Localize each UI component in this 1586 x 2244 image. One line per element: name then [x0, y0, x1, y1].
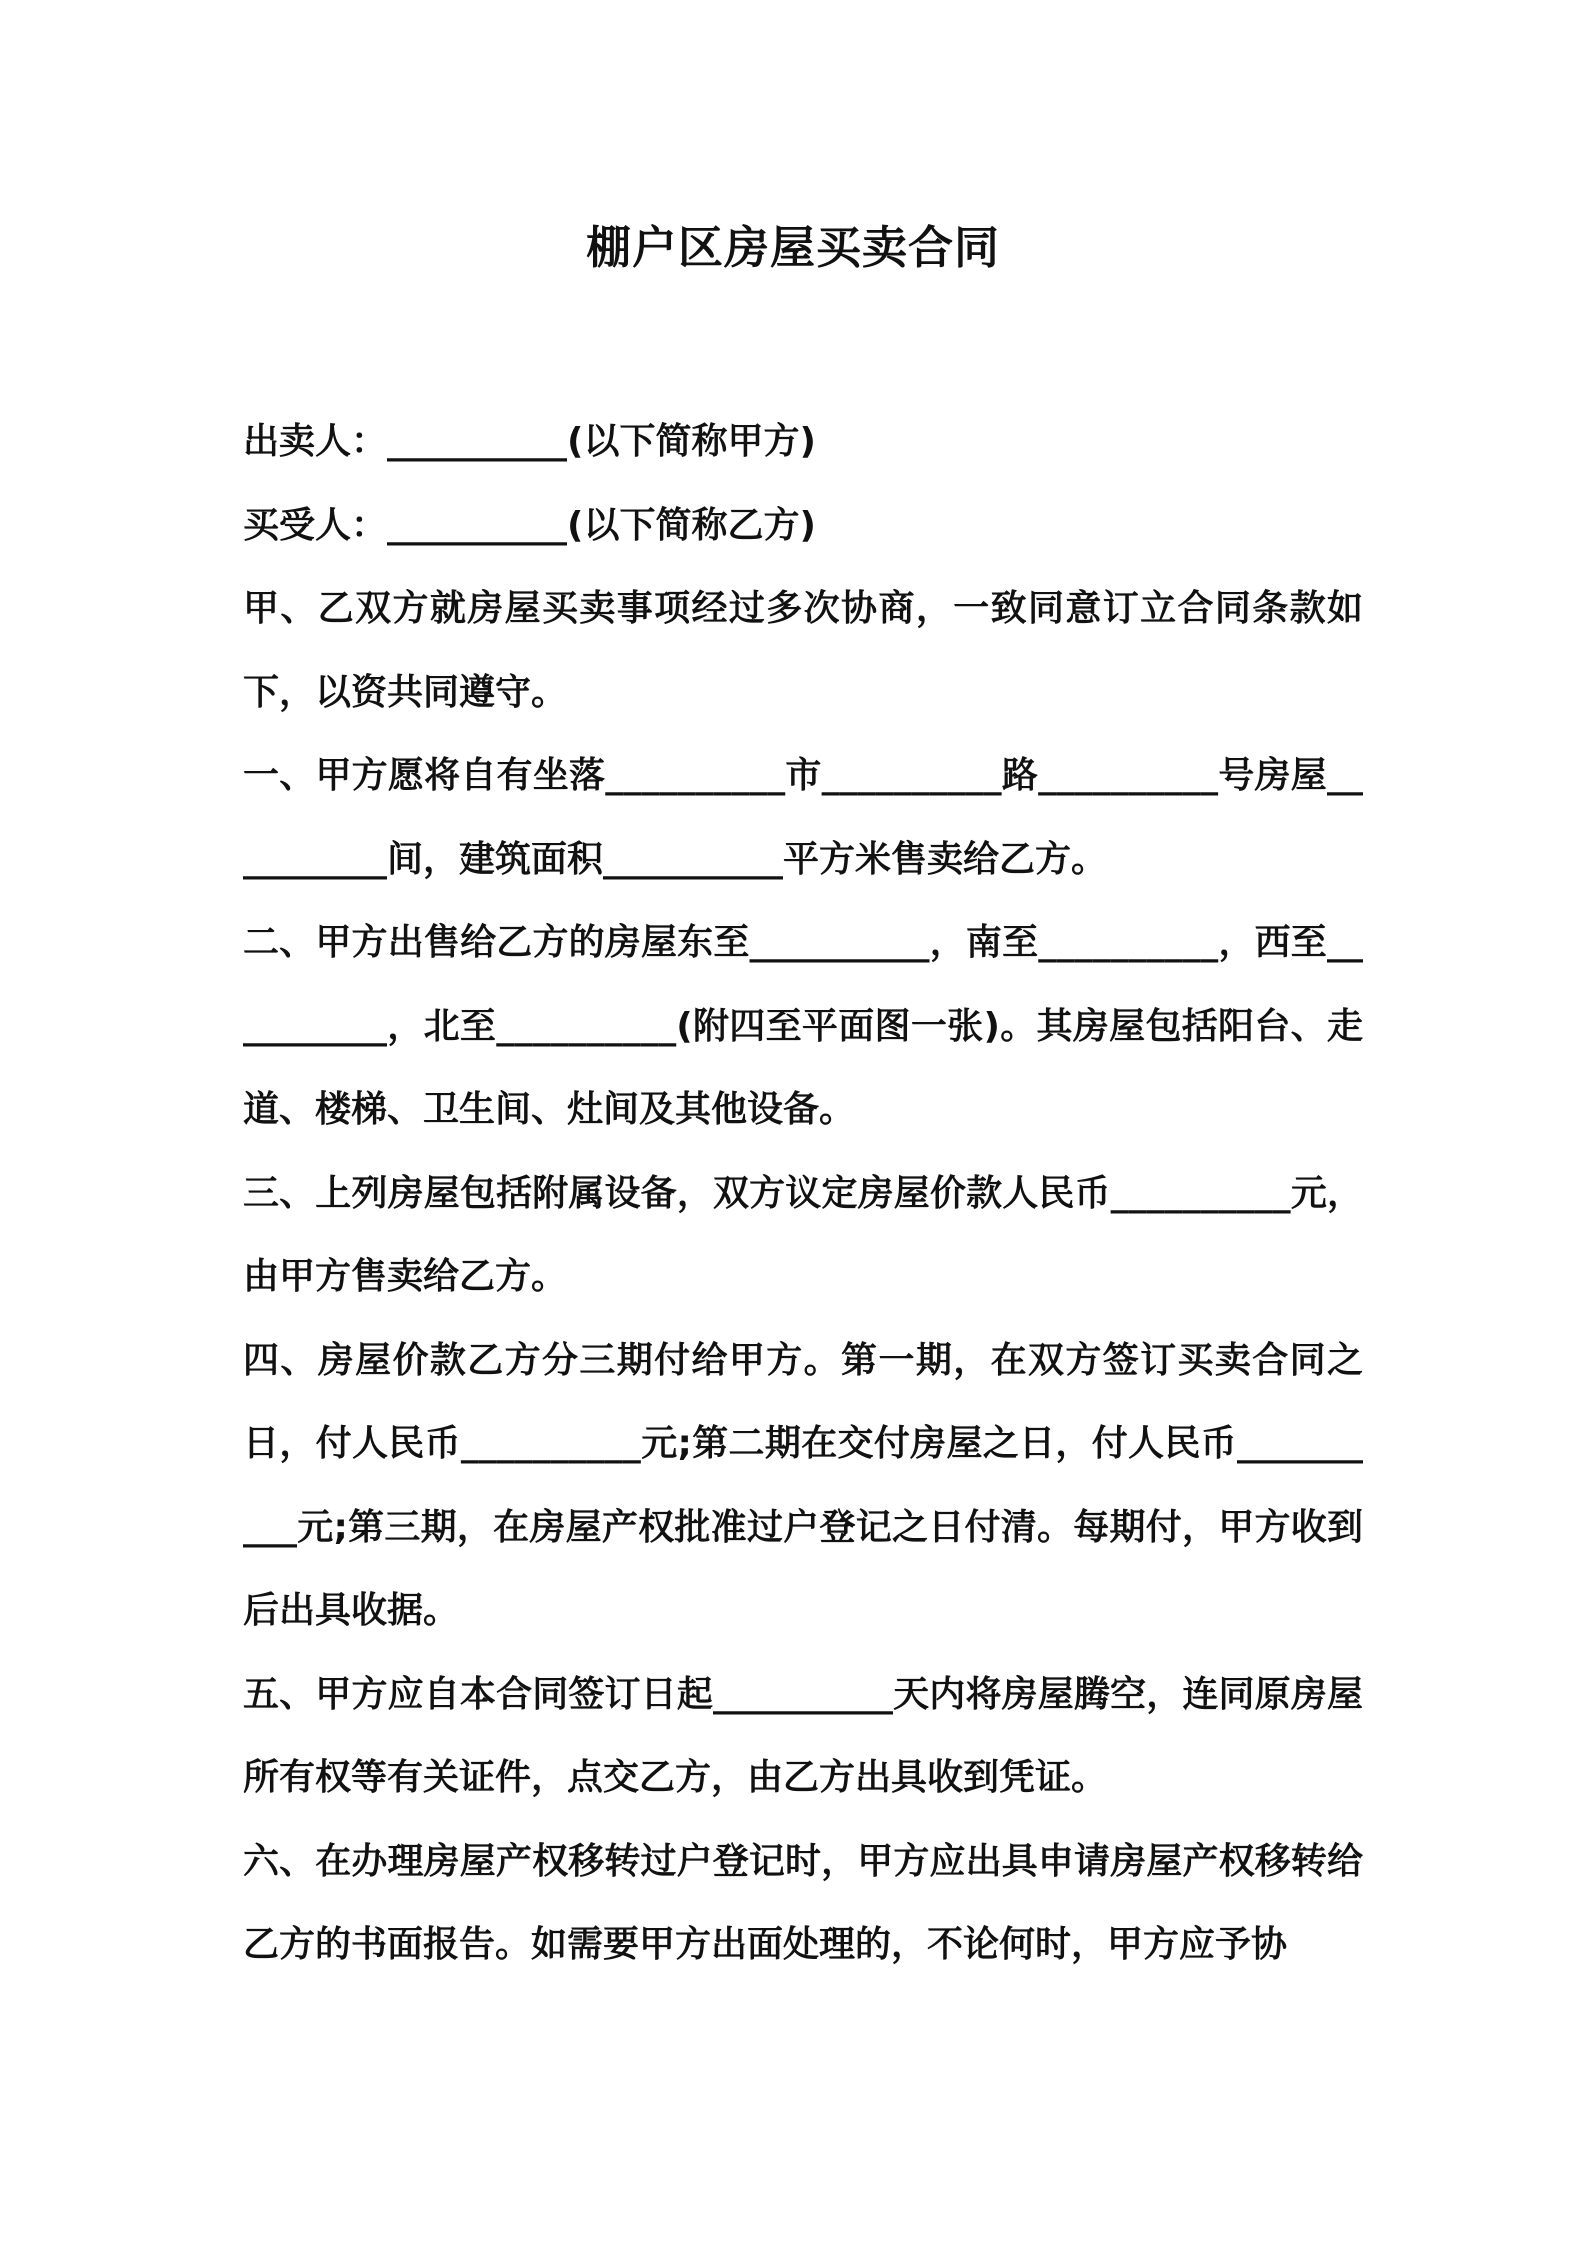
document-title: 棚户区房屋买卖合同	[585, 221, 1000, 274]
clause-6-paragraph: 六、在办理房屋产权移转过户登记时，甲方应出具申请房屋产权移转给乙方的书面报告。如需要甲方出面处理的，不论何时，甲方应予协	[243, 1840, 1363, 1965]
preamble-paragraph: 甲、乙双方就房屋买卖事项经过多次协商，一致同意订立合同条款如下，以资共同遵守。	[243, 588, 1363, 713]
clause-2-paragraph: 二、甲方出售给乙方的房屋东至__________，南至__________，西至__________，北至__________(附四至平面图一张)。其房屋包括阳台、走道、楼梯、卫生间、灶间及其他设备。	[243, 922, 1363, 1130]
buyer-line: 买受人：__________(以下简称乙方)	[243, 504, 816, 546]
clause-4-paragraph: 四、房屋价款乙方分三期付给甲方。第一期，在双方签订买卖合同之日，付人民币__________元;第二期在交付房屋之日，付人民币__________元;第三期，在房屋产权批准过户登记之日付清。每期付，甲方收到后出具收据。	[243, 1339, 1363, 1631]
document-body	[243, 400, 1363, 1987]
clause-1-paragraph: 一、甲方愿将自有坐落__________市__________路__________号房屋__________间，建筑面积__________平方米售卖给乙方。	[243, 755, 1363, 880]
clause-3-paragraph: 三、上列房屋包括附属设备，双方议定房屋价款人民币__________元，由甲方售卖给乙方。	[243, 1172, 1363, 1297]
clause-5-paragraph: 五、甲方应自本合同签订日起__________天内将房屋腾空，连同原房屋所有权等有关证件，点交乙方，由乙方出具收到凭证。	[243, 1673, 1363, 1798]
seller-line: 出卖人：__________(以下简称甲方)	[243, 421, 816, 462]
